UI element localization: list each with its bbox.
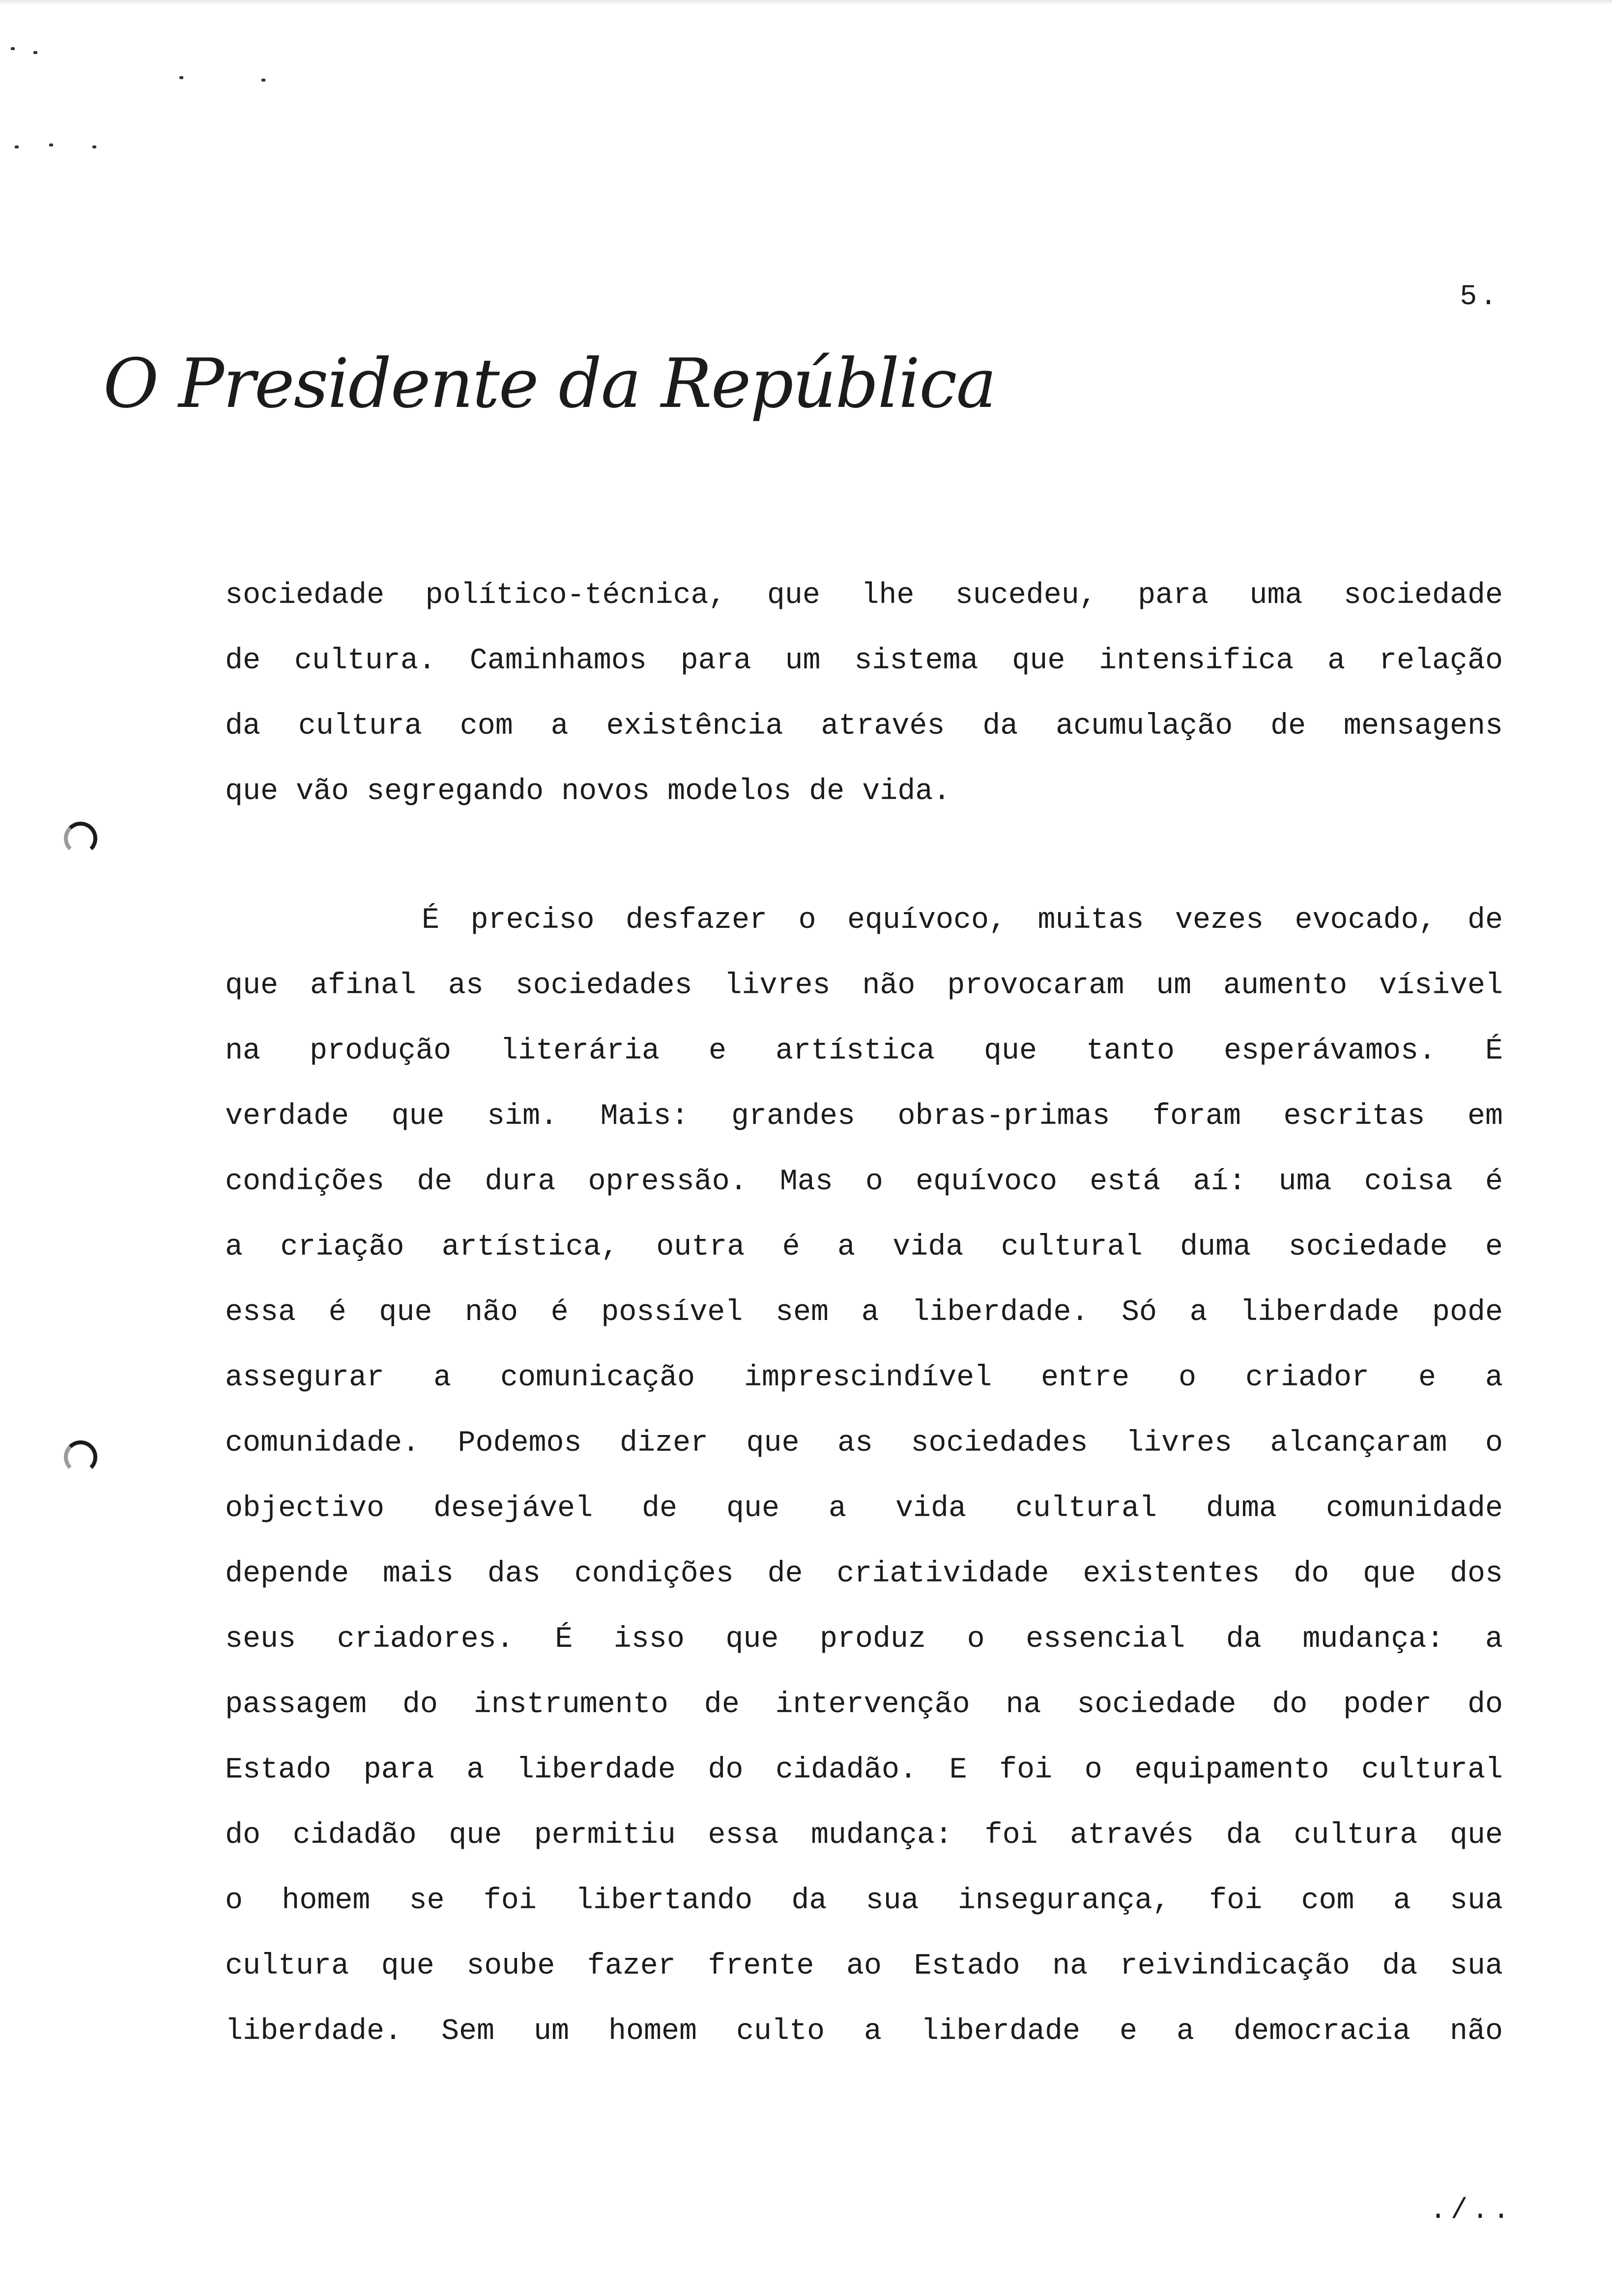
text-line: a criação artística, outra é a vida cultural duma sociedade e — [225, 1231, 1503, 1264]
scan-top-edge — [0, 0, 1612, 5]
text-line: o homem se foi libertando da sua insegurança, foi com a sua — [225, 1884, 1503, 1918]
text-line: objectivo desejável de que a vida cultural duma comunidade — [225, 1492, 1503, 1525]
text-line: do cidadão que permitiu essa mudança: foi através da cultura que — [225, 1819, 1503, 1852]
page-number: 5. — [1460, 281, 1500, 313]
text-line: É preciso desfazer o equívoco, muitas vezes evocado, de — [422, 904, 1503, 937]
text-line: depende mais das condições de criatividade existentes do que dos — [225, 1557, 1503, 1591]
text-line: na produção literária e artística que tanto esperávamos. É — [225, 1034, 1503, 1068]
scan-speck — [92, 145, 96, 148]
text-line: condições de dura opressão. Mas o equívoco está aí: uma coisa é — [225, 1165, 1503, 1199]
text-line: de cultura. Caminhamos para um sistema que intensifica a relação — [225, 644, 1503, 678]
text-line: que afinal as sociedades livres não provocaram um aumento vísivel — [225, 969, 1503, 1003]
text-line: essa é que não é possível sem a liberdade. Só a liberdade pode — [225, 1296, 1503, 1329]
scan-speck — [15, 145, 19, 148]
text-line: comunidade. Podemos dizer que as sociedades livres alcançaram o — [225, 1427, 1503, 1460]
scan-speck — [33, 51, 37, 54]
continuation-mark: ./.. — [1429, 2195, 1514, 2227]
text-line: sociedade político-técnica, que lhe sucedeu, para uma sociedade — [225, 579, 1503, 612]
text-line: cultura que soube fazer frente ao Estado na reivindicação da sua — [225, 1950, 1503, 1983]
text-line: Estado para a liberdade do cidadão. E foi o equipamento cultural — [225, 1753, 1503, 1787]
text-line: seus criadores. É isso que produz o essencial da mudança: a — [225, 1623, 1503, 1656]
letterhead-title: O Presidente da República — [103, 344, 996, 423]
text-line: que vão segregando novos modelos de vida. — [225, 775, 951, 808]
text-line: passagem do instrumento de intervenção na sociedade do poder do — [225, 1688, 1503, 1722]
paragraph-2 — [225, 888, 1503, 2065]
text-line: liberdade. Sem um homem culto a liberdade e a democracia não — [225, 2015, 1503, 2048]
punch-hole-mark — [64, 822, 97, 855]
text-line: verdade que sim. Mais: grandes obras-primas foram escritas em — [225, 1100, 1503, 1133]
scan-speck — [261, 79, 265, 82]
scan-speck — [179, 76, 183, 79]
paragraph-1 — [225, 563, 1503, 825]
scan-speck — [11, 47, 15, 50]
text-line: da cultura com a existência através da acumulação de mensagens — [225, 710, 1503, 743]
scan-speck — [49, 144, 53, 146]
text-line: assegurar a comunicação imprescindível entre o criador e a — [225, 1361, 1503, 1395]
punch-hole-mark — [64, 1440, 97, 1474]
